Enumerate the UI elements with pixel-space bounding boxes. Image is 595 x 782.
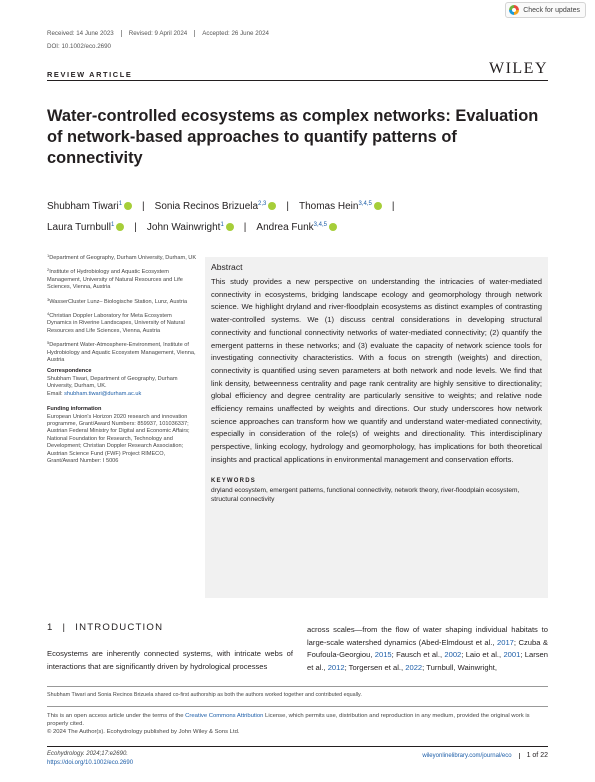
- affiliation: $^3$WasserCluster Lunz– Biologische Station, Lunz, Austria: [47, 296, 188, 305]
- journal-citation: Ecohydrology. 2024;17:e2690.: [47, 751, 128, 757]
- received-date: Received: 14 June 2023: [47, 30, 122, 37]
- footer-right: [422, 752, 548, 759]
- article-type: REVIEW ARTICLE: [47, 70, 133, 79]
- co-first-footnote: Shubham Tiwari and Sonia Recinos Brizuela shared co-first authorship as both the authors worked together and contributed equally.: [47, 692, 362, 698]
- publisher-logo: WILEY: [488, 60, 548, 77]
- email-link[interactable]: shubham.tiwari@durham.ac.uk: [64, 390, 142, 397]
- journal-url-link[interactable]: wileyonlinelibrary.com/journal/eco: [422, 753, 519, 759]
- orcid-icon[interactable]: [268, 202, 276, 210]
- citation-link[interactable]: 2015: [374, 650, 392, 660]
- keywords-heading: KEYWORDS: [211, 477, 256, 484]
- check-for-updates-label: Check for updates: [523, 6, 580, 14]
- author[interactable]: Andrea Funk$^{3,4,5}$: [256, 222, 337, 233]
- affiliations-sidebar: [47, 252, 197, 465]
- correspondence-email: Email: shubham.tiwari@durham.ac.uk: [47, 390, 142, 397]
- header-doi: DOI: 10.1002/eco.2690: [47, 43, 111, 50]
- orcid-icon[interactable]: [124, 202, 132, 210]
- orcid-icon[interactable]: [116, 223, 124, 231]
- author[interactable]: Shubham Tiwari$^1$: [47, 201, 132, 212]
- citation-link[interactable]: 2012: [327, 662, 345, 672]
- footer-rule: [47, 746, 548, 747]
- check-for-updates-button[interactable]: [505, 2, 586, 18]
- affiliation: $^1$Department of Geography, Durham University, Durham, UK: [47, 253, 197, 261]
- citation-link[interactable]: 2002: [444, 650, 462, 660]
- affiliation: $^2$Institute of Hydrobiology and Aquatic Ecosystem Management, University of Natural Resources and Life Sciences, Vienna, Austria: [47, 267, 183, 291]
- citation-link[interactable]: 2001: [503, 650, 521, 660]
- revised-date: Revised: 9 April 2024: [129, 30, 195, 37]
- affiliation: $^5$Department Water-Atmosphere-Environment, Institute of Hydrobiology and Aquatic Ecosystem Management, Vienna, Austria: [47, 340, 196, 364]
- doi-link[interactable]: https://doi.org/10.1002/eco.2690: [47, 760, 134, 766]
- orcid-icon[interactable]: [374, 202, 382, 210]
- intro-left-column: Ecosystems are inherently connected systems, with intricate webs of interactions that are significantly driven by hydrological processes: [47, 649, 293, 671]
- license-footnote: This is an open access article under the terms of the Creative Commons Attribution License, which permits use, distribution and reproduction in any medium, provided the original work is properly cited. © 2024 The Author(s). Ecohydrology published by John Wiley & Sons Ltd.: [47, 713, 530, 736]
- orcid-icon[interactable]: [226, 223, 234, 231]
- author[interactable]: Laura Turnbull$^1$: [47, 222, 124, 233]
- orcid-icon[interactable]: [329, 223, 337, 231]
- license-rule: [47, 706, 548, 707]
- author[interactable]: Thomas Hein$^{3,4,5}$: [299, 201, 382, 212]
- citation-link[interactable]: 2022: [405, 662, 423, 672]
- abstract-heading: Abstract: [211, 262, 243, 272]
- funding-heading: Funding information: [47, 406, 102, 413]
- citation-link[interactable]: 2017: [497, 637, 514, 647]
- article-title: Water-controlled ecosystems as complex networks: Evaluation of network-based approaches to quantify patterns of connectivity: [47, 107, 539, 167]
- intro-right-column: across scales—from the flow of water shaping individual habitats to large-scale watershed dynamics (Abed-Elmdoust et al., 2017; Czuba & Foufoula-Georgiou, 2015; Fausch et al., 2002; Laio et al., 2001; Larsen et al., 2012; Torgersen et al., 2022; Turnbull, Wainwright,: [307, 625, 548, 672]
- crossmark-icon: [509, 5, 519, 15]
- correspondence-heading: Correspondence: [47, 368, 92, 375]
- section-heading-introduction: 1 | INTRODUCTION: [47, 622, 164, 633]
- accepted-date: Accepted: 26 June 2024: [202, 30, 269, 37]
- copyright: © 2024 The Author(s). Ecohydrology published by John Wiley & Sons Ltd.: [47, 729, 240, 736]
- keywords-text: dryland ecosystem, emergent patterns, functional connectivity, network theory, river-floodplain ecosystem, structural connectivity: [211, 486, 520, 504]
- author[interactable]: Sonia Recinos Brizuela$^{2,3}$: [155, 201, 277, 212]
- header-rule: [47, 80, 548, 81]
- page-number: 1 of 22: [526, 752, 548, 759]
- footnote-rule: [47, 686, 548, 687]
- cc-license-link[interactable]: Creative Commons Attribution: [185, 713, 264, 719]
- author[interactable]: John Wainwright$^1$: [147, 222, 234, 233]
- abstract-text: This study provides a new perspective on understanding the intricacies of water-mediated connectivity in ecosystems, bridging landscape ecology and geomorphology through network science. We highlight dryland and river-floodplain ecosystems as distinct examples of contrasting water-controlled systems. We (1) discuss central considerations in developing structural connectivity and functional connectivity networks of water-mediated connectivity; (2) quantify the emergent patterns in these networks; and (3) evaluate the capacity of network science tools for investigating connectivity characteristics. With a focus on strength (weights) and direction, connectivity is quantified using seven parameters at both network and node levels. We find that link density, betweenness centrality and page rank centrality are highly sensitive to directionality; global efficiency and degree centrality are particularly sensitive to weights; and relative node efficiency remains unaffected by weights and directions. Our study underscores how network science approaches can transform how we quantify and understand water-mediated connectivity, especially in consideration of the role(s) of weights and directionality. This interdisciplinary perspective, linking ecology, hydrology and geomorphology, has implications for both theoretical insights and practical applications in environmental management and conservation efforts.: [211, 277, 542, 464]
- article-dates: [47, 30, 283, 37]
- author-list: Shubham Tiwari$^1$ | Sonia Recinos Brizuela$^{2,3}$ | Thomas Hein$^{3,4,5}$ | Laura Turnbull$^1$ | John Wainwright$^1$ | Andrea Funk$^{3,4,5}$: [47, 201, 395, 233]
- funding-text: European Union's Horizon 2020 research and innovation programme, Grant/Award Numbers: 859937, 101036337; Austrian Federal Ministry for Digital and Economic Affairs; National Foundation for Research, Technology and Development; Christian Doppler Research Association; Austrian Science Fund (FWF) Project RIMECO, Grant/Award Number: I 5006: [47, 413, 190, 464]
- abstract-box: [205, 257, 548, 598]
- correspondence-text: Shubham Tiwari, Department of Geography, Durham University, Durham, UK.: [47, 375, 178, 390]
- affiliation: $^4$Christian Doppler Laboratory for Meta Ecosystem Dynamics in Riverine Landscapes, University of Natural Resources and Life Sciences, Vienna, Austria: [47, 311, 185, 334]
